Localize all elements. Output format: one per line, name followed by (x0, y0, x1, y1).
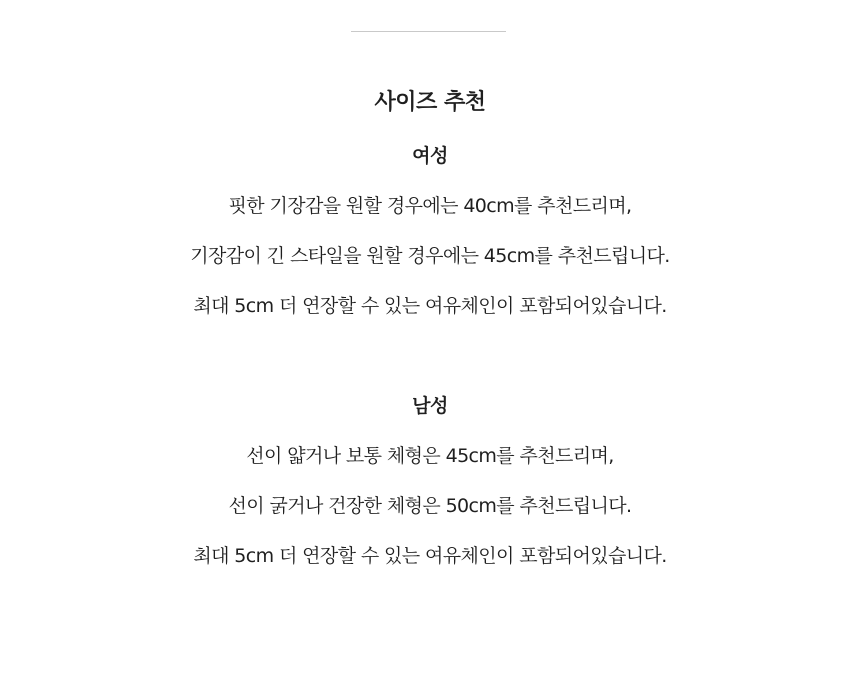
women-section (0, 143, 860, 319)
men-heading: 남성 (412, 395, 448, 417)
top-divider (351, 31, 506, 32)
page-title: 사이즈 추천 (374, 90, 486, 115)
women-heading: 여성 (412, 145, 448, 167)
women-line-2: 기장감이 긴 스타일을 원할 경우에는 45cm를 추천드립니다. (190, 245, 670, 267)
men-section (0, 393, 860, 569)
women-line-3: 최대 5cm 더 연장할 수 있는 여유체인이 포함되어있습니다. (193, 295, 667, 317)
women-line-1: 핏한 기장감을 원할 경우에는 40cm를 추천드리며, (228, 195, 632, 217)
men-line-2: 선이 굵거나 건장한 체형은 50cm를 추천드립니다. (228, 495, 632, 517)
men-line-3: 최대 5cm 더 연장할 수 있는 여유체인이 포함되어있습니다. (193, 545, 667, 567)
men-line-1: 선이 얇거나 보통 체형은 45cm를 추천드리며, (246, 445, 614, 467)
